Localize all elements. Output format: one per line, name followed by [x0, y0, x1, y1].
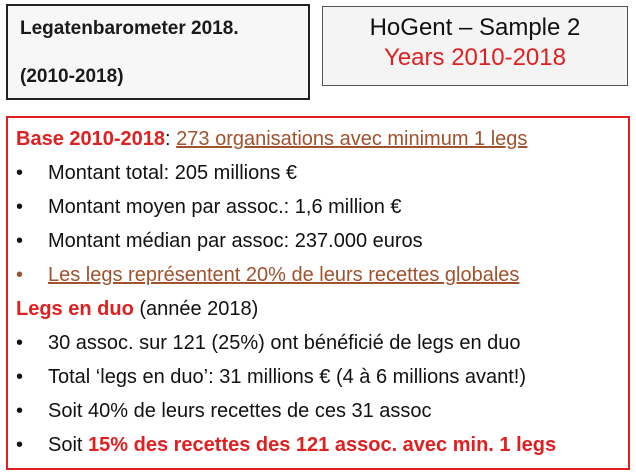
bullet-icon: • — [16, 332, 24, 354]
sample-title: HoGent – Sample 2 — [369, 14, 581, 41]
title-line-2: (2010-2018) — [20, 66, 124, 87]
list-item-text: Montant médian par assoc: 237.000 euros — [48, 230, 423, 252]
bullet-icon: • — [16, 434, 24, 456]
base-label: Base 2010-2018 — [16, 128, 166, 150]
bullet-icon: • — [16, 162, 24, 184]
sample-years: Years 2010-2018 — [384, 44, 566, 71]
title-line-1: Legatenbarometer 2018. — [20, 18, 239, 39]
list-item — [16, 190, 628, 224]
list-item-text: Soit 40% de leurs recettes de ces 31 assoc — [48, 400, 432, 422]
list-item — [16, 360, 628, 394]
list-item-text: Soit — [48, 434, 89, 456]
legs-share-link[interactable]: Les legs représentent 20% de leurs recettes globales — [48, 264, 520, 286]
duo-suffix: (année 2018) — [133, 298, 259, 320]
bullet-icon: • — [16, 264, 24, 286]
bullet-icon: • — [16, 196, 24, 218]
list-item — [16, 394, 628, 428]
base-heading — [16, 122, 628, 156]
duo-heading — [16, 292, 628, 326]
list-item — [16, 326, 628, 360]
list-item-text: Montant moyen par assoc.: 1,6 million € — [48, 196, 402, 218]
list-item — [16, 258, 628, 292]
list-item-text: 30 assoc. sur 121 (25%) ont bénéficié de legs en duo — [48, 332, 521, 354]
list-item-text: Montant total: 205 millions € — [48, 162, 298, 184]
highlight-text: 15% des recettes des 121 assoc. avec min. 1 legs — [88, 434, 557, 456]
base-colon: : — [165, 128, 177, 150]
bullet-icon: • — [16, 366, 24, 388]
list-item — [16, 156, 628, 190]
list-item — [16, 224, 628, 258]
duo-label: Legs en duo — [16, 298, 134, 320]
sample-box — [322, 6, 628, 86]
title-box — [6, 4, 310, 100]
content-box — [6, 116, 630, 470]
bullet-icon: • — [16, 230, 24, 252]
list-item — [16, 428, 628, 462]
base-link[interactable]: 273 organisations avec minimum 1 legs — [176, 128, 528, 150]
bullet-icon: • — [16, 400, 24, 422]
list-item-text: Total ‘legs en duo’: 31 millions € (4 à 6 millions avant!) — [48, 366, 527, 388]
